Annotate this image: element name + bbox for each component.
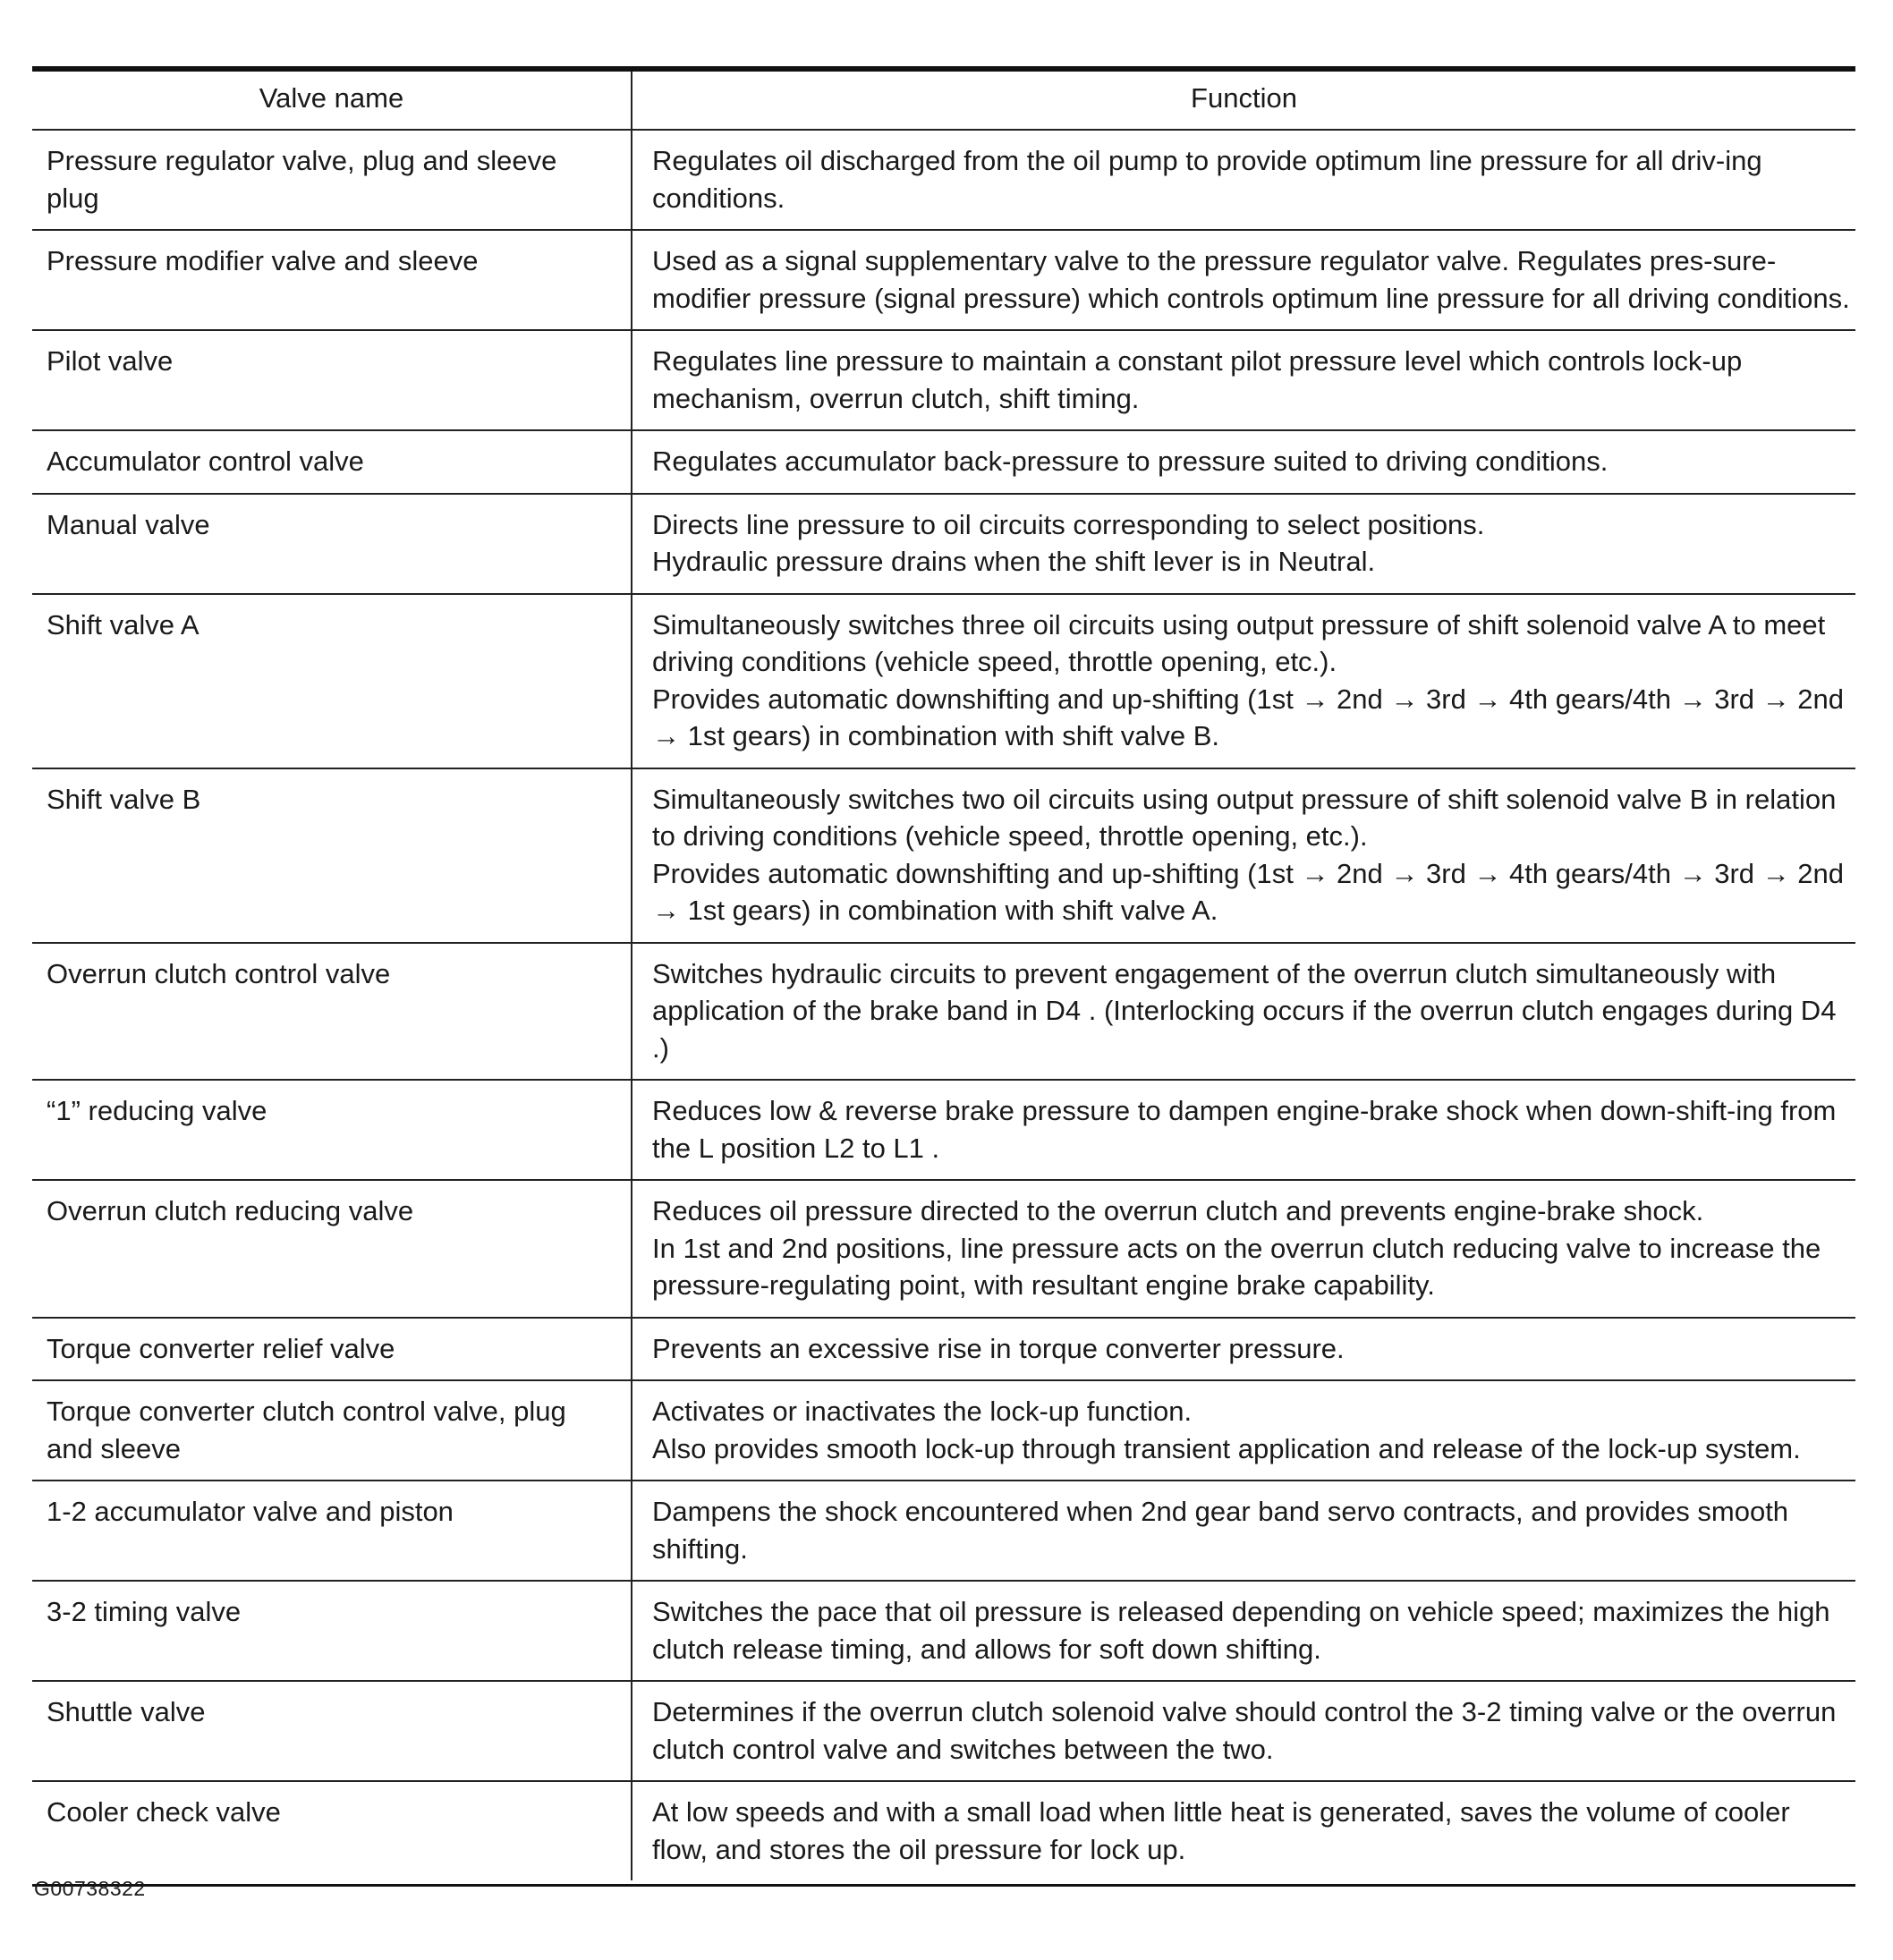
function-text: Provides automatic downshifting and up-shifting (1st → 2nd → 3rd → 4th gears/4th → 3rd → 2nd → 1st gears) in combination with shift valve B. — [652, 683, 1844, 751]
valve-function-table-container — [32, 66, 1855, 1887]
reference-code: G00738322 — [34, 1877, 146, 1900]
valve-name-cell: 1-2 accumulator valve and piston — [32, 1481, 632, 1581]
function-text: Switches hydraulic circuits to prevent engagement of the overrun clutch simultaneously with application of the brake band in D4 . (Interlocking occurs if the overrun clutch engages during D4 .) — [652, 957, 1837, 1064]
table-bottom-rule — [32, 1884, 1855, 1887]
function-text: Also provides smooth lock-up through transient application and release of the lock-up system. — [652, 1432, 1801, 1464]
function-text: In 1st and 2nd positions, line pressure acts on the overrun clutch reducing valve to increase the pressure-regulating point, with resultant engine brake capability. — [652, 1232, 1821, 1301]
table-row — [32, 1681, 1855, 1781]
function-text: Prevents an excessive rise in torque converter pressure. — [652, 1332, 1345, 1364]
valve-name-cell: Manual valve — [32, 494, 632, 594]
table-row — [32, 1781, 1855, 1880]
table-row — [32, 1180, 1855, 1318]
valve-name-cell: Torque converter clutch control valve, plug and sleeve — [32, 1380, 632, 1481]
valve-name-cell: “1” reducing valve — [32, 1080, 632, 1180]
header-valve-name: Valve name — [32, 69, 632, 130]
function-cell — [632, 494, 1855, 594]
function-text: Directs line pressure to oil circuits corresponding to select positions. — [652, 508, 1485, 540]
function-text: Used as a signal supplementary valve to the pressure regulator valve. Regulates pres-sure-modifier pressure (signal pressure) which controls optimum line pressure for all driving conditions. — [652, 245, 1850, 314]
table-row — [32, 768, 1855, 943]
function-text: Regulates oil discharged from the oil pump to provide optimum line pressure for all driv-ing conditions. — [652, 145, 1762, 214]
function-text: Reduces oil pressure directed to the overrun clutch and prevents engine-brake shock. — [652, 1195, 1704, 1226]
function-text: Reduces low & reverse brake pressure to dampen engine-brake shock when down-shift-ing from the L position L2 to L1 . — [652, 1095, 1837, 1164]
valve-name-cell: Shift valve A — [32, 594, 632, 768]
valve-name-cell: Pilot valve — [32, 330, 632, 430]
function-cell — [632, 1318, 1855, 1381]
valve-name-cell: Cooler check valve — [32, 1781, 632, 1880]
valve-name-cell: Shift valve B — [32, 768, 632, 943]
function-text: Provides automatic downshifting and up-shifting (1st → 2nd → 3rd → 4th gears/4th → 3rd → 2nd → 1st gears) in combination with shift valve A. — [652, 857, 1844, 926]
function-cell — [632, 1481, 1855, 1581]
valve-name-cell: Overrun clutch control valve — [32, 943, 632, 1081]
table-row — [32, 1380, 1855, 1481]
valve-name-cell: Shuttle valve — [32, 1681, 632, 1781]
function-text: Activates or inactivates the lock-up function. — [652, 1396, 1193, 1427]
function-cell — [632, 943, 1855, 1081]
function-cell — [632, 1080, 1855, 1180]
function-cell — [632, 330, 1855, 430]
valve-name-cell: Overrun clutch reducing valve — [32, 1180, 632, 1318]
table-row — [32, 1581, 1855, 1681]
function-cell — [632, 1581, 1855, 1681]
table-row — [32, 594, 1855, 768]
table-row — [32, 430, 1855, 494]
function-text: At low speeds and with a small load when little heat is generated, saves the volume of cooler flow, and stores the oil pressure for lock up. — [652, 1796, 1790, 1865]
valve-name-cell: Pressure regulator valve, plug and sleeve plug — [32, 130, 632, 230]
function-text: Determines if the overrun clutch solenoid valve should control the 3-2 timing valve or the overrun clutch control valve and switches between the two. — [652, 1696, 1837, 1765]
function-cell — [632, 1781, 1855, 1880]
table-header-row — [32, 69, 1855, 130]
function-cell — [632, 768, 1855, 943]
header-function: Function — [632, 69, 1855, 130]
valve-name-cell: Pressure modifier valve and sleeve — [32, 230, 632, 330]
valve-name-cell: Torque converter relief valve — [32, 1318, 632, 1381]
valve-function-table — [32, 66, 1855, 1880]
table-row — [32, 943, 1855, 1081]
table-row — [32, 1318, 1855, 1381]
function-text: Simultaneously switches three oil circuits using output pressure of shift solenoid valve A to meet driving conditions (vehicle speed, throttle opening, etc.). — [652, 608, 1826, 677]
function-cell — [632, 430, 1855, 494]
function-text: Simultaneously switches two oil circuits using output pressure of shift solenoid valve B in relation to driving conditions (vehicle speed, throttle opening, etc.). — [652, 783, 1837, 852]
table-row — [32, 230, 1855, 330]
table-row — [32, 1080, 1855, 1180]
table-row — [32, 1481, 1855, 1581]
function-text: Hydraulic pressure drains when the shift lever is in Neutral. — [652, 546, 1376, 577]
valve-name-cell: Accumulator control valve — [32, 430, 632, 494]
function-text: Dampens the shock encountered when 2nd gear band servo contracts, and provides smooth shifting. — [652, 1496, 1789, 1565]
function-text: Regulates line pressure to maintain a constant pilot pressure level which controls lock-up mechanism, overrun clutch, shift timing. — [652, 345, 1743, 414]
function-cell — [632, 130, 1855, 230]
function-cell — [632, 1380, 1855, 1481]
function-text: Regulates accumulator back-pressure to pressure suited to driving conditions. — [652, 445, 1609, 477]
function-cell — [632, 1180, 1855, 1318]
valve-name-cell: 3-2 timing valve — [32, 1581, 632, 1681]
function-cell — [632, 1681, 1855, 1781]
table-row — [32, 130, 1855, 230]
function-cell — [632, 230, 1855, 330]
function-text: Switches the pace that oil pressure is released depending on vehicle speed; maximizes the high clutch release timing, and allows for soft down shifting. — [652, 1596, 1830, 1665]
function-cell — [632, 594, 1855, 768]
table-row — [32, 330, 1855, 430]
table-row — [32, 494, 1855, 594]
